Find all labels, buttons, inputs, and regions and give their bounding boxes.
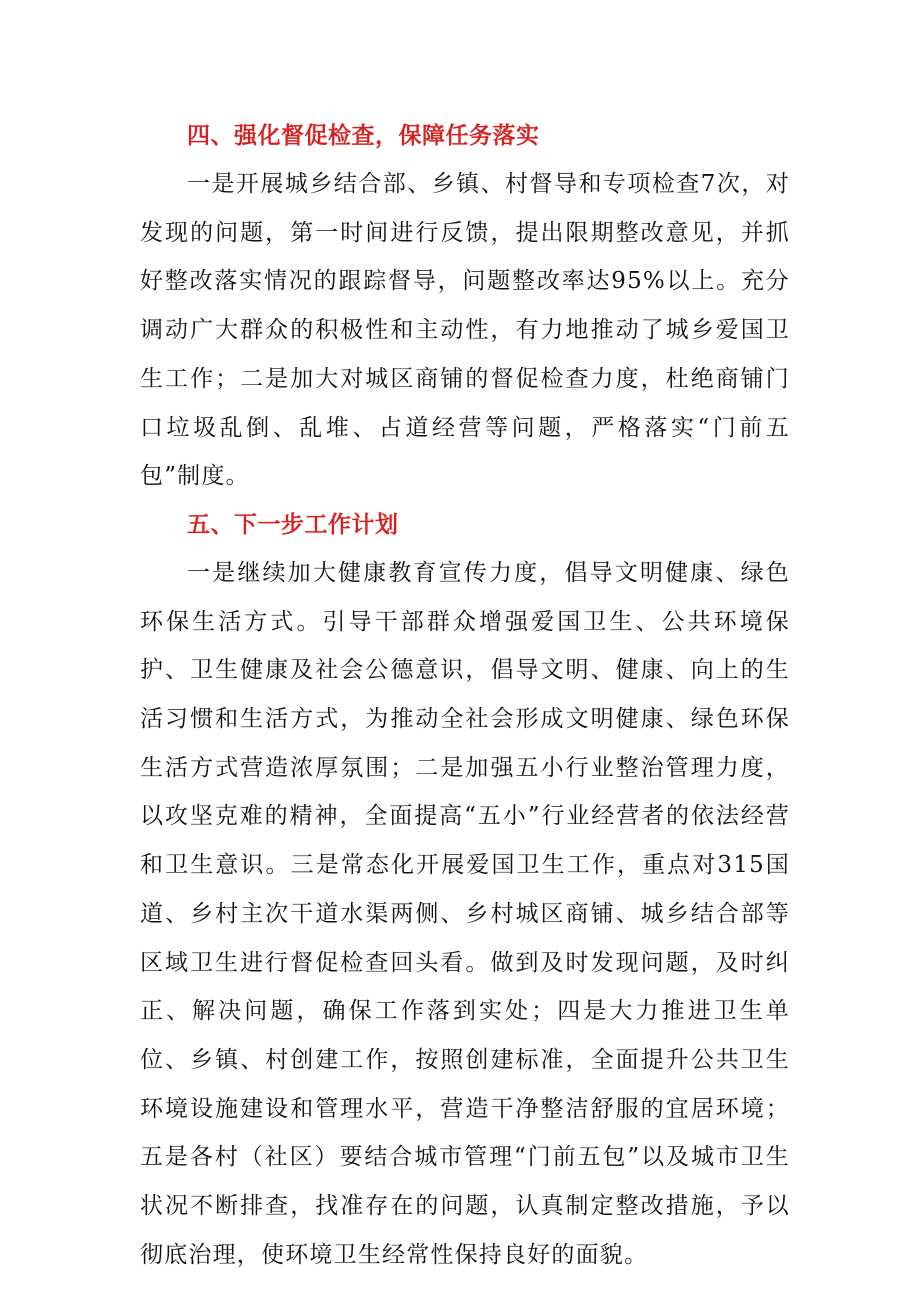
section-paragraph-5: 一是继续加大健康教育宣传力度，倡导文明健康、绿色环保生活方式。引导干部群众增强爱国卫生、公共环境保护、卫生健康及社会公德意识，倡导文明、健康、向上的生活习惯和生活方式，为推动全社会形成文明健康、绿色环保生活方式营造浓厚氛围；二是加强五小行业整治管理力度，以攻坚克难的精神，全面提高“五小”行业经营者的依法经营和卫生意识。三是常态化开展爱国卫生工作，重点对315国道、乡村主次干道水渠两侧、乡村城区商铺、城乡结合部等区域卫生进行督促检查回头看。做到及时发现问题，及时纠正、解决问题，确保工作落到实处；四是大力推进卫生单位、乡镇、村创建工作，按照创建标准，全面提升公共卫生环境设施建设和管理水平，营造干净整洁舒服的宜居环境；五是各村（社区）要结合城市管理“门前五包”以及城市卫生状况不断排查，找准存在的问题，认真制定整改措施，予以彻底治理，使环境卫生经常性保持良好的面貌。 xyxy=(140,559,790,1268)
section-heading-4: 四、强化督促检查，保障任务落实 xyxy=(187,123,540,149)
document-body xyxy=(140,116,790,1279)
section-heading-5: 五、下一步工作计划 xyxy=(187,511,399,538)
section-paragraph-4: 一是开展城乡结合部、乡镇、村督导和专项检查7次，对发现的问题，第一时间进行反馈，提出限期整改意见，并抓好整改落实情况的跟踪督导，问题整改率达95%以上。充分调动广大群众的积极性和主动性，有力地推动了城乡爱国卫生工作；二是加大对城区商铺的督促检查力度，杜绝商铺门口垃圾乱倒、乱堆、占道经营等问题，严格落实“门前五包”制度。 xyxy=(140,171,790,490)
